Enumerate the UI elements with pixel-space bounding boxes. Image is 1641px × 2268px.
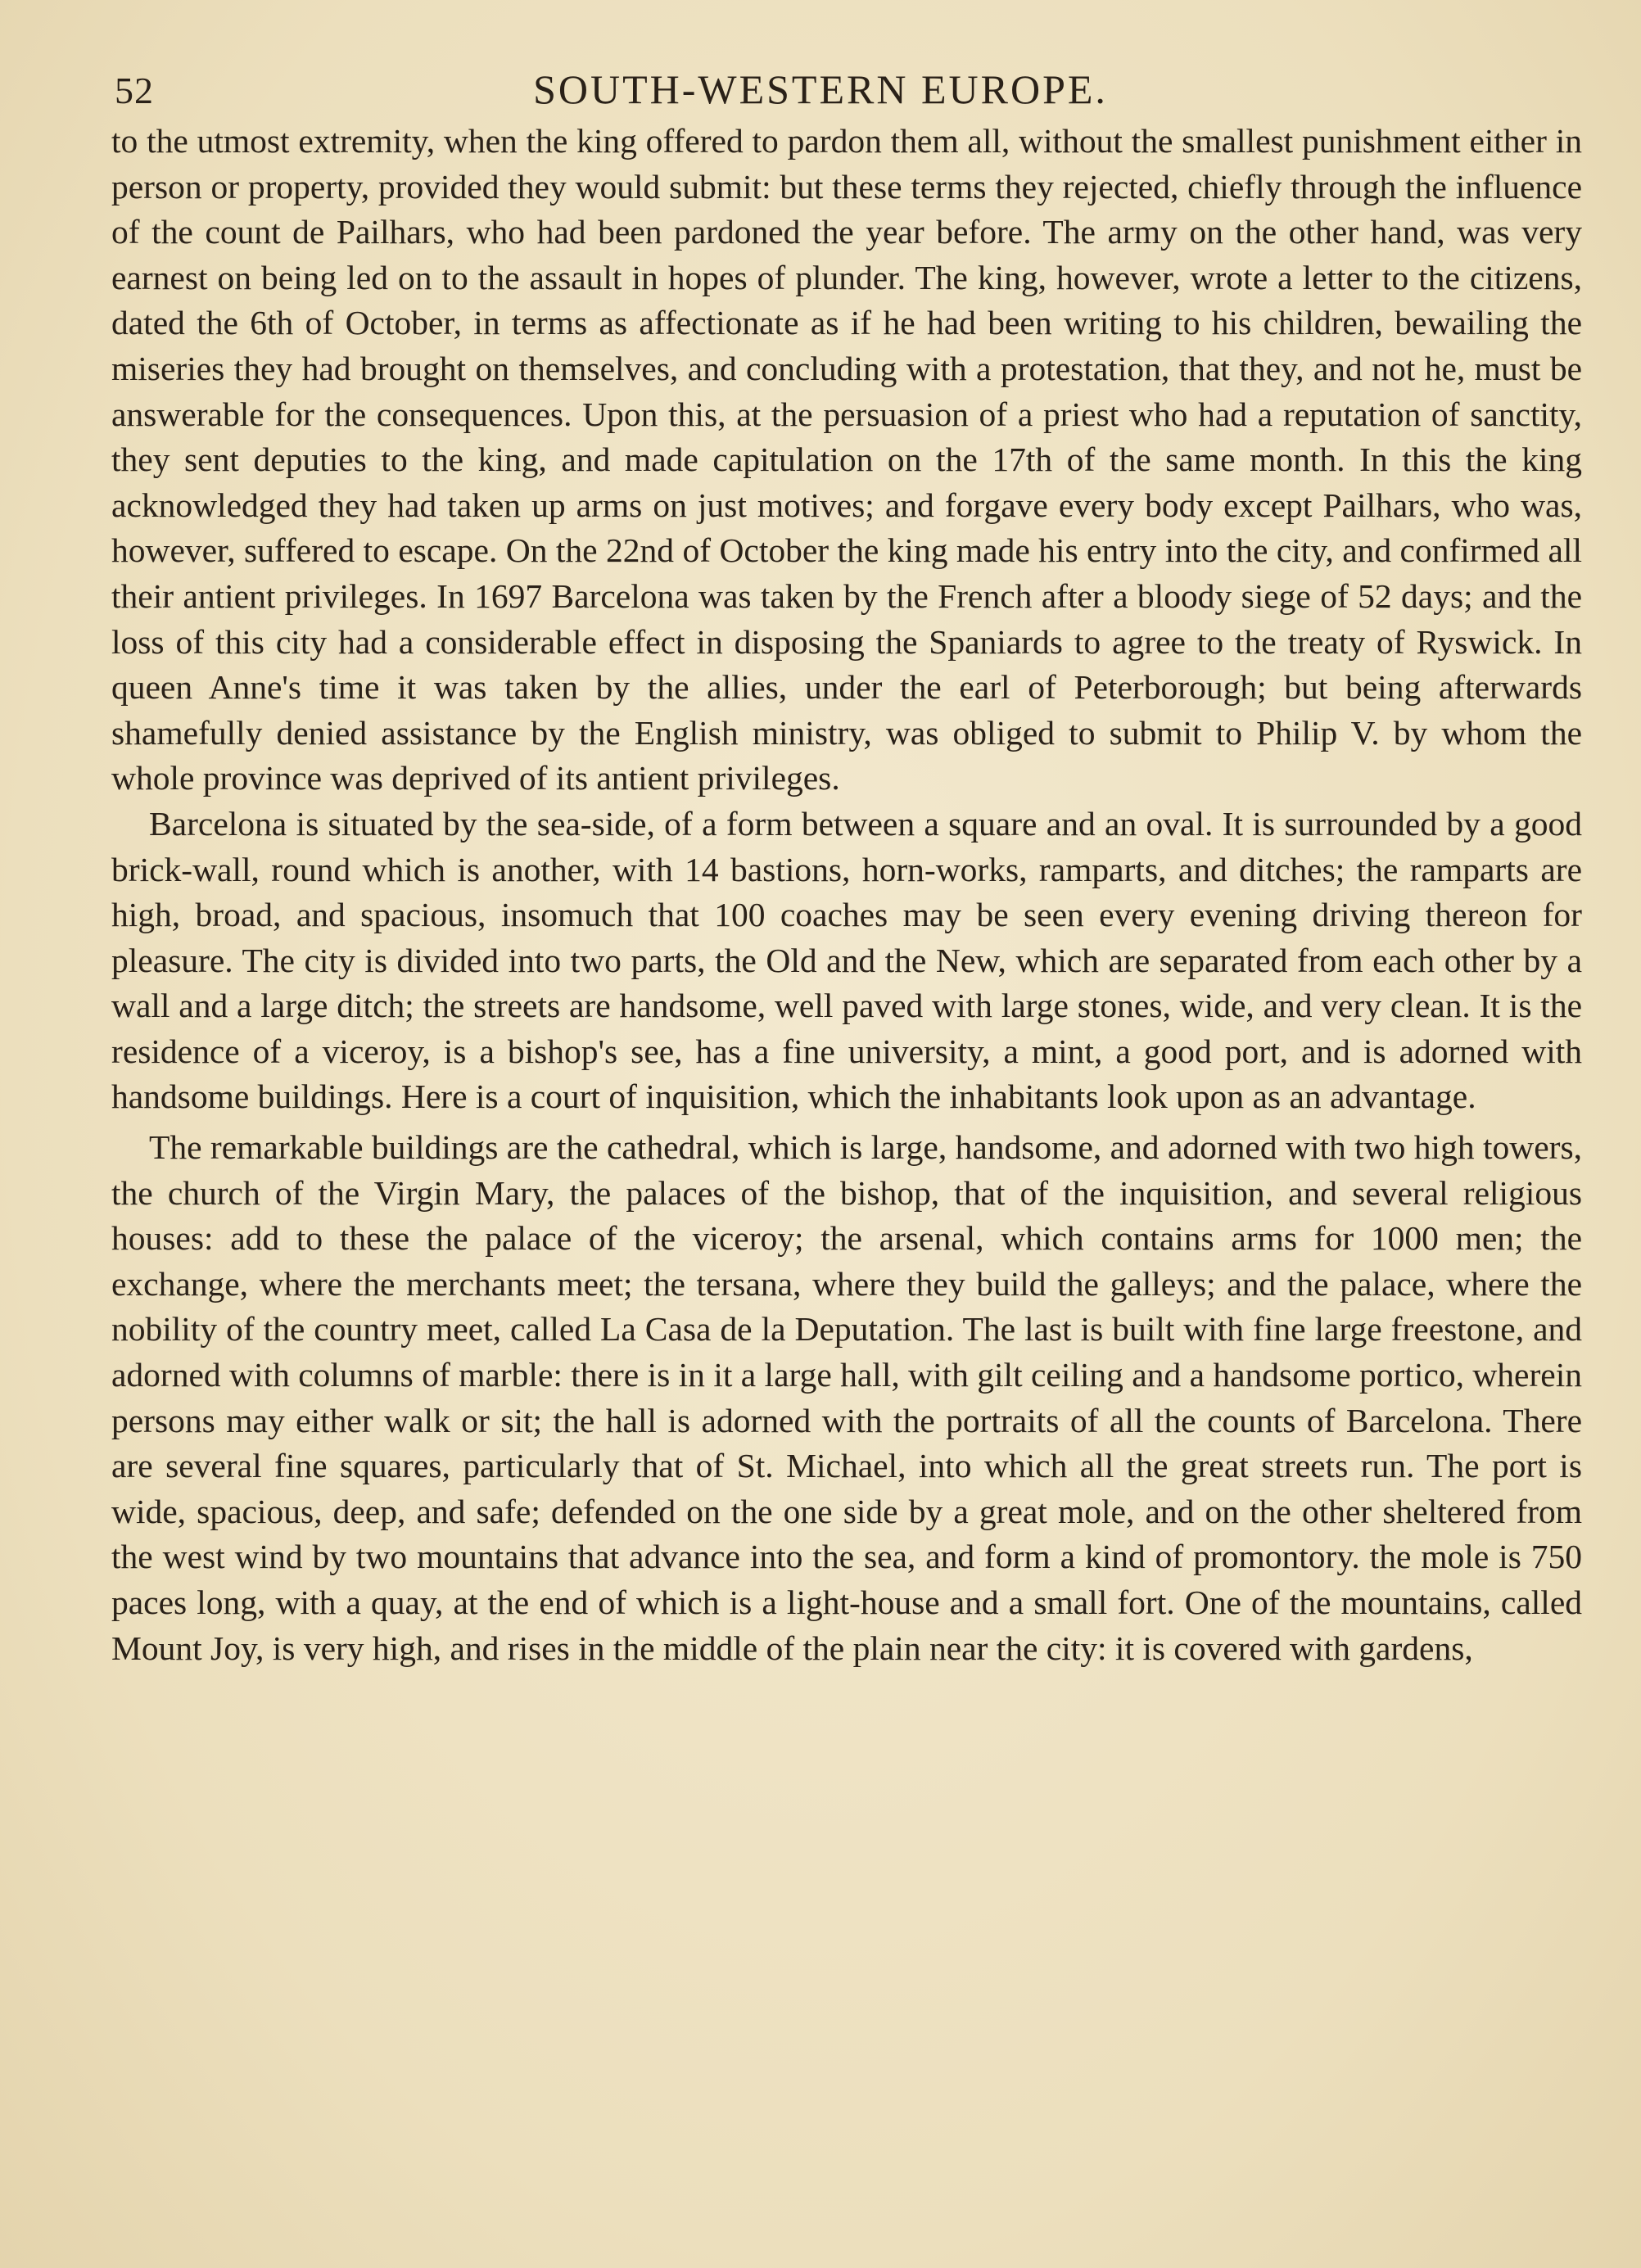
body-text (111, 119, 1582, 1671)
page-header (111, 59, 1530, 116)
running-title: SOUTH-WESTERN EUROPE. (533, 66, 1108, 112)
paragraph-remarkable-buildings: The remarkable buildings are the cathedral, which is large, handsome, and adorned with two high towers, the church of the Virgin Mary, the palaces of the bishop, that of the inquisition, and several religious houses: add to these the palace of the viceroy; the arsenal, which contains arms for 1000 men; the exchange, where the merchants meet; the tersana, where they build the galleys; and the palace, where the nobility of the country meet, called La Casa de la Deputation. The last is built with fine large freestone, and adorned with columns of marble: there is in it a large hall, with gilt ceiling and a handsome portico, wherein persons may either walk or sit; the hall is adorned with the portraits of all the counts of Barcelona. There are several fine squares, particularly that of St. Michael, into which all the great streets run. The port is wide, spacious, deep, and safe; defended on the one side by a great mole, and on the other sheltered from the west wind by two mountains that advance into the sea, and form a kind of promontory. the mole is 750 paces long, with a quay, at the end of which is a light-house and a small fort. One of the mountains, called Mount Joy, is very high, and rises in the middle of the plain near the city: it is covered with gardens, (111, 1128, 1582, 1667)
paragraph-barcelona-situation: Barcelona is situated by the sea-side, of a form between a square and an oval. It is surrounded by a good brick-wall, round which is another, with 14 bastions, horn-works, ramparts, and ditches; the ramparts are high, broad, and spacious, insomuch that 100 coaches may be seen every evening driving thereon for pleasure. The city is divided into two parts, the Old and the New, which are separated from each other by a wall and a large ditch; the streets are handsome, well paved with large stones, wide, and very clean. It is the residence of a viceroy, is a bishop's see, has a fine university, a mint, a good port, and is adorned with handsome buildings. Here is a court of inquisition, which the inhabitants look upon as an advantage. (111, 804, 1582, 1116)
paragraph-continuation: to the utmost extremity, when the king offered to pardon them all, without the smallest punishment either in person or property, provided they would submit: but these terms they rejected, chiefly through the influence of the count de Pailhars, who had been pardoned the year before. The army on the other hand, was very earnest on being led on to the assault in hopes of plunder. The king, however, wrote a letter to the citizens, dated the 6th of October, in terms as affectionate as if he had been writing to his children, bewailing the miseries they had brought on themselves, and concluding with a protestation, that they, and not he, must be answerable for the consequences. Upon this, at the persuasion of a priest who had a reputation of sanctity, they sent deputies to the king, and made capitulation on the 17th of the same month. In this the king acknowledged they had taken up arms on just motives; and forgave every body except Pailhars, who was, however, suffered to escape. On the 22nd of October the king made his entry into the city, and confirmed all their antient privileges. In 1697 Barcelona was taken by the French after a bloody siege of 52 days; and the loss of this city had a considerable effect in disposing the Spaniards to agree to the treaty of Ryswick. In queen Anne's time it was taken by the allies, under the earl of Peterborough; but being afterwards shamefully denied assistance by the English ministry, was obliged to submit to Philip V. by whom the whole province was deprived of its antient privileges. (111, 122, 1582, 797)
page-number: 52 (115, 70, 154, 111)
